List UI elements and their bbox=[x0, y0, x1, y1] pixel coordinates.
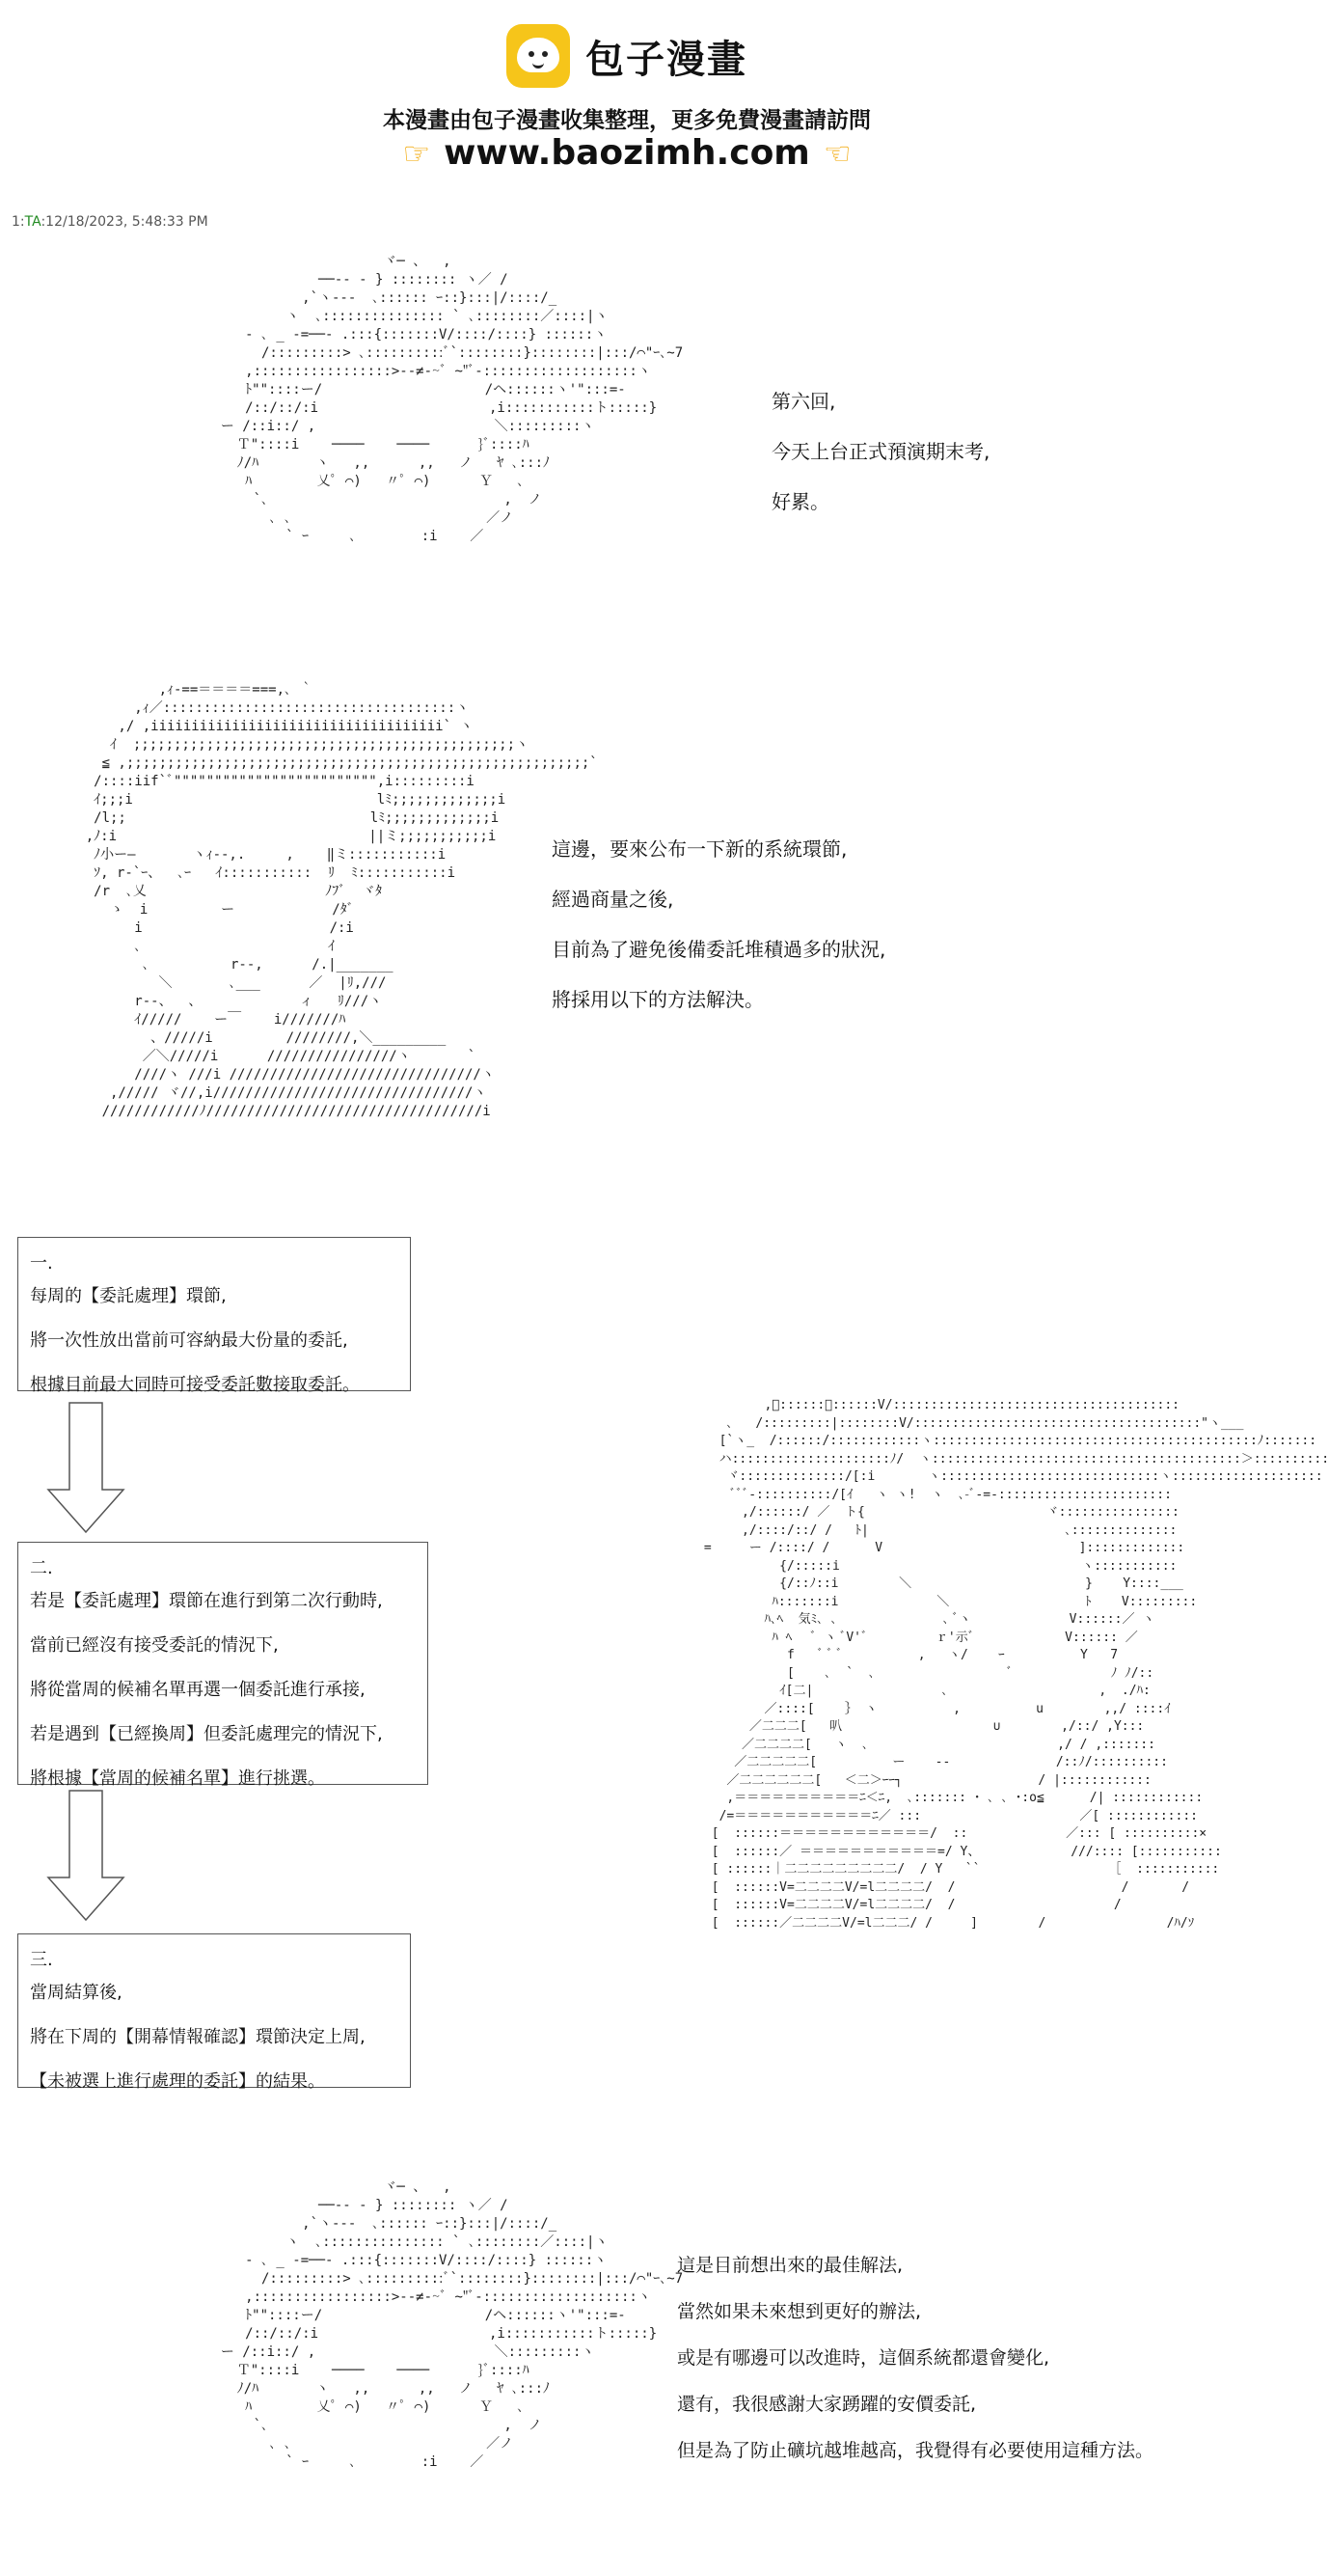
site-url-row[interactable] bbox=[0, 133, 1254, 173]
brand-row[interactable] bbox=[0, 21, 1254, 91]
ascii-art-character-3: ,ﾞ::::::｛::::::V/:::::::::::::::::::::::::::::::::::::: ､ /:::::::::|::::::::V/::::::::::::::::::::::::::::::::::::::"ヽ___ [`ヽ_ /::::::/::::::::::::ヽ:::::::::::::::::::::::::::::::::::::::::::ﾉ::::::: ハ:::::::::::::::::::::ﾉ/ ヽ:::::::::::::::::::::::::::::::::::::::::＞:::::::::: ヾ::::::::::::::/[:i ヽ:::::::::::::::::::::::::::::ヽ:::::::::::::::::::: ﾞﾞﾞ-::::::::::/[ｲ ヽ ヽ! ヽ ､-ﾞ-=-::::::::::::::::::::::: ,/::::::/ ／ ト{ ヾ:::::::::::::::: ,/::::/::/ / ﾄ| ､:::::::::::::: = ー /::::/ / V ]::::::::::::: {/:::::i ヽ::::::::::: {/::ﾉ::i ＼ } Y::::___ ﾊ:::::::i ＼ ﾄ V::::::::: ﾊ､ﾍ 気ﾐ､ ､ ､ ﾞヽ V::::::／ ヽ ﾊ ﾍ ﾞ ヽ ﾞV'ﾞ ｒ'示ﾞ V:::::: ／ f ﾞ ﾞ ﾞ , ヽ/ ｰ Y 7 [ ､ ` ､ ﾞ ﾉ ﾉ/:: ｲ[二| ､ , ./ﾊ: ／::::[ ｝ ヽ , u ,,/ ::::ｲ ／二二二[ 叭 ∪ ,/::/ ,Y::: ／二二二二[ ヽ ､ ,/ / ,::::::: ／二二二二二[ ー ‐‐ /::ﾉ/:::::::::: ／二二二二二二[ ＜二＞ｰｰ┐ / |:::::::::::: ,＝＝＝＝＝＝＝＝＝＝ﾆ＜ﾆ, ､::::::: ･ ､ ､ ･:o≦ /| :::::::::::: /=＝＝＝＝＝＝＝＝＝＝＝ﾆ／ ::: ／[ :::::::::::: [ ::::::＝＝＝＝＝＝＝＝＝＝＝＝/ :: ／::: [ ::::::::::× [ ::::::／ ＝＝＝＝＝＝＝＝＝＝＝=/ Y、 ///:::: [::::::::::: [ ::::::｜二二二二二二二二二/ / Y `` ［ ::::::::::: [ ::::::V=二二二二V/=l二二二二/ / / / [ ::::::V=二二二二V/=l二二二二/ / / [ ::::::／二二二二V/=l二二二/ / ] / /ﾊ/ｿ bbox=[703, 1398, 1329, 1931]
rule-step-2-line: 將根據【當周的候補名單】進行挑選。 bbox=[30, 1768, 325, 1789]
rule-step-3-heading: 三. bbox=[30, 1950, 53, 1970]
rule-step-2-line: 若是遇到【已經換周】但委託處理完的情況下, bbox=[30, 1724, 383, 1744]
pointing-hand-right-icon: ☞ bbox=[402, 134, 431, 172]
ascii-art-character-2: ,ｨ-==＝＝＝＝===,､ ｀ ,ｨ／::::::::::::::::::::::::::::::::::::ヽ ,/ ,iiiiiiiiiiiiiiiiiiiiiiiiiiiiiiiiiiii` ヽ ｲ ;;;;;;;;;;;;;;;;;;;;;;;;;;;;;;;;;;;;;;;;;;;;;;;ヽ ≦ ,;;;;;;;;;;;;;;;;;;;;;;;;;;;;;;;;;;;;;;;;;;;;;;;;;;;;;;;;;` /::::iif`ﾞ""""""""""""""""""""""""",i:::::::::i ｲ;;;i lﾐ;;;;;;;;;;;;;i /l;; lﾐ;;;;;;;;;;;;;i ,ﾉ:i ||ミ;;;;;;;;;;;i ﾉ小ー― ヽｨ--,. , ‖ミ:::::::::::i ｿ, r‐`ｰ、 ､ｰ ｲ::::::::::: ﾘ ﾐ:::::::::::i /r ､乂 ﾉﾌﾞ ヾﾀ ゝ i ー /ﾀﾞ i /:i ､ ｲ ､ r‐‐, /.|_______ ＼ ､___ ／ |ﾘ,/// r‐‐、 、 ィ ﾘ///ヽ ｲ///// ー￣ i///////ﾊ 、/////i ////////,＼_________ ／＼/////i ////////////////ヽ ` ////ヽ ///i ///////////////////////////////ヽ ,///// ヾ//,i////////////////////////////////ヽ ////////////ﾉ//////////////////////////////////i bbox=[85, 682, 598, 1119]
rule-step-1-line: 根據目前最大同時可接受委託數接取委託。 bbox=[30, 1375, 360, 1395]
rule-step-2-line: 將從當周的候補名單再選一個委託進行承接, bbox=[30, 1680, 366, 1700]
site-notice: 本漫畫由包子漫畫收集整理，更多免費漫畫請訪問 bbox=[383, 108, 871, 133]
ascii-art-character-4: ヾ─ 、 , ──‐- ‐ } :::::::: ヽ／ / ,`ヽ--- ､:::::: ｰ::}:::|/::::/_ ヽ ､::::::::::::::: ` ､::::::::／::::|ヽ ‐ ､ _ -=──- .:::{:::::::V/::::/::::} ::::::ヽ /:::::::::> ､::::::::::ﾞ`::::::::}::::::::|:::/⌒"ｰ､~7 ,:::::::::::::::::>-‐≠‐~ﾞ ~"ﾞ-:::::::::::::::::::ヽ ﾄ""::::ー/ /ヘ::::::ヽ'":::=- /::/::/:i ,i:::::::::::ト:::::} ー /::i::/ , ＼:::::::::ヽ Ｔ"::::i ──── ──── }ﾞ::::ﾊ ﾉ/ﾊ ヽ ,, ,, ノ ﾔ ､:::ﾉ ﾊ 乂ﾟ ⌒) 〃ﾟ ⌒) Ｙ ､ `､ , ノ ､ ､ ／ノ ` ｰ ､ :i ／ bbox=[220, 2179, 684, 2470]
rule-step-3-line: 【未被選上進行處理的委託】的結果。 bbox=[30, 2071, 325, 2092]
post-meta: 1:TA:12/18/2023, 5:48:33 PM bbox=[12, 214, 208, 230]
site-url-link[interactable]: www.baozimh.com bbox=[444, 133, 810, 173]
pointing-hand-left-icon: ☜ bbox=[823, 134, 852, 172]
rule-step-2-line: 當前已經沒有接受委託的情況下, bbox=[30, 1635, 279, 1656]
rule-step-1-line: 每周的【委託處理】環節, bbox=[30, 1286, 227, 1306]
post-number: 1 bbox=[12, 214, 20, 230]
post-timestamp: 12/18/2023, 5:48:33 PM bbox=[45, 214, 208, 230]
brand-name: 包子漫畫 bbox=[585, 37, 747, 82]
down-arrow-icon bbox=[42, 1401, 129, 1536]
post-author: TA bbox=[24, 214, 41, 230]
rule-step-1-line: 將一次性放出當前可容納最大份量的委託, bbox=[30, 1330, 348, 1351]
site-header bbox=[0, 0, 1254, 193]
rule-step-3 bbox=[17, 1933, 411, 2092]
dialog-scene-4: 這是目前想出來的最佳解法, 當然如果未來想到更好的辦法, 或是有哪邊可以改進時，這個系統都還會變化, 還有，我很感謝大家踴躍的安價委託, 但是為了防止礦坑越堆越高，我覺得有必要使用這種方法。 bbox=[677, 2255, 1154, 2461]
rule-step-1 bbox=[17, 1237, 411, 1395]
dialog-scene-1: 第六回, 今天上台正式預演期末考, 好累。 bbox=[772, 390, 990, 513]
down-arrow-icon bbox=[42, 1789, 129, 1924]
rule-step-3-line: 當周結算後, bbox=[30, 1983, 122, 2003]
rule-step-3-line: 將在下周的【開幕情報確認】環節決定上周, bbox=[30, 2027, 366, 2047]
rule-step-1-heading: 一. bbox=[30, 1253, 53, 1274]
rule-step-2 bbox=[17, 1542, 428, 1789]
rule-step-2-heading: 二. bbox=[30, 1558, 53, 1578]
rule-step-2-line: 若是【委託處理】環節在進行到第二次行動時, bbox=[30, 1591, 383, 1611]
dialog-scene-2: 這邊，要來公布一下新的系統環節, 經過商量之後, 目前為了避免後備委託堆積過多的狀況, 將採用以下的方法解決。 bbox=[552, 837, 886, 1011]
bun-logo-icon bbox=[506, 24, 570, 88]
ascii-art-character-1: ヾ─ 、 , ──‐- ‐ } :::::::: ヽ／ / ,`ヽ--- ､:::::: ｰ::}:::|/::::/_ ヽ ､::::::::::::::: ` ､::::::::／::::|ヽ ‐ ､ _ -=──- .:::{:::::::V/::::/::::} ::::::ヽ /:::::::::> ､::::::::::ﾞ`::::::::}::::::::|:::/⌒"ｰ､~7 ,:::::::::::::::::>-‐≠‐~ﾞ ~"ﾞ-:::::::::::::::::::ヽ ﾄ""::::ー/ /ヘ::::::ヽ'":::=- /::/::/:i ,i:::::::::::ト:::::} ー /::i::/ , ＼:::::::::ヽ Ｔ"::::i ──── ──── }ﾞ::::ﾊ ﾉ/ﾊ ヽ ,, ,, ノ ﾔ ､:::ﾉ ﾊ 乂ﾟ ⌒) 〃ﾟ ⌒) Ｙ ､ `､ , ノ ､ ､ ／ノ ` ｰ ､ :i ／ bbox=[220, 254, 684, 544]
